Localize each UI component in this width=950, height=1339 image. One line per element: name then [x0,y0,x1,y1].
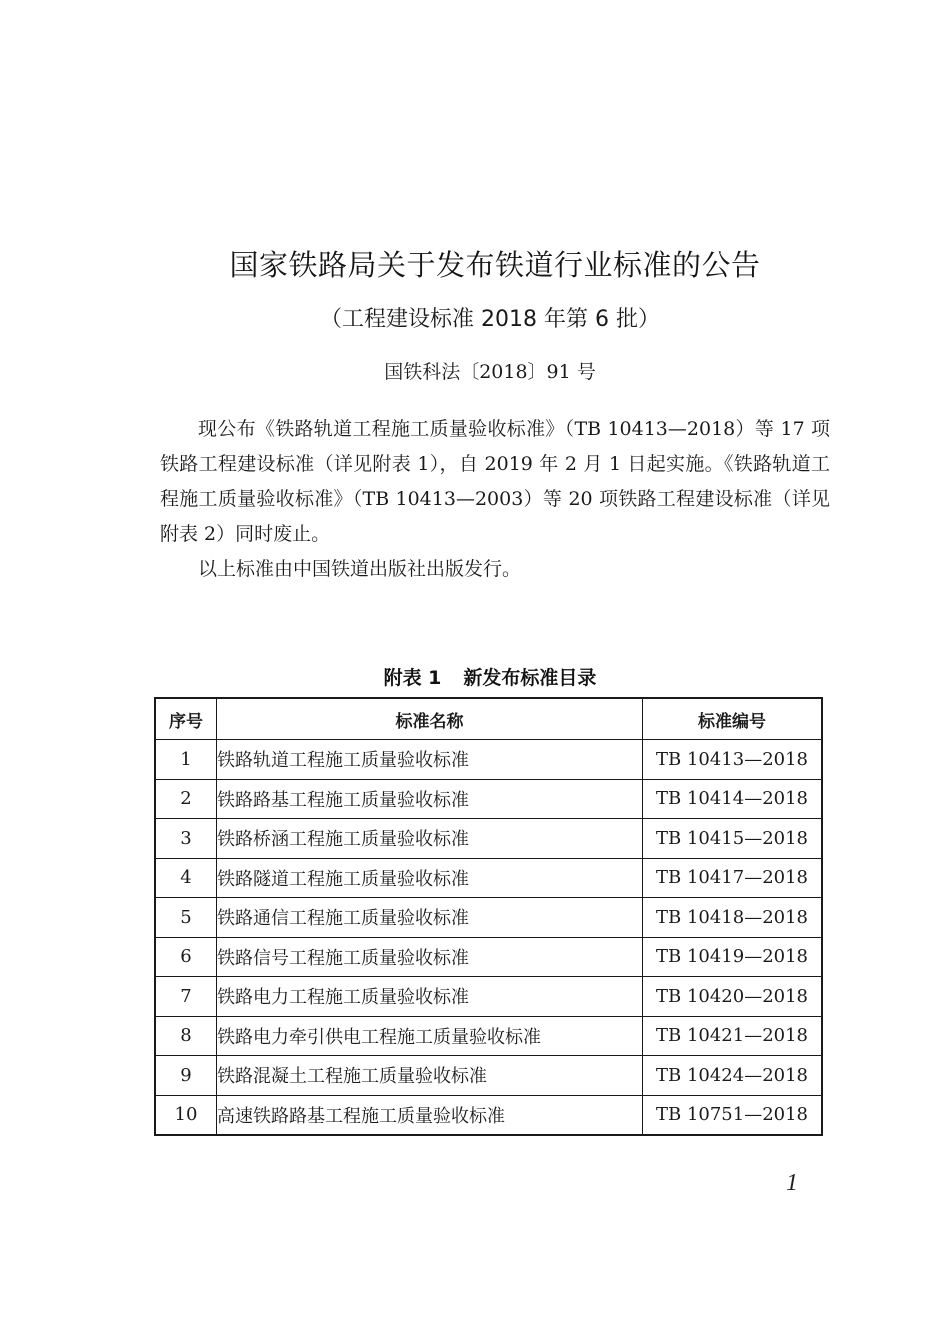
table-caption-title: 新发布标准目录 [463,667,597,689]
row-name: 铁路轨道工程施工质量验收标准 [217,740,643,780]
row-code: TB 10419—2018 [643,937,823,977]
header-code: 标准编号 [643,698,823,740]
row-no: 2 [155,779,217,819]
table-row [155,1095,822,1135]
row-no: 5 [155,898,217,938]
document-number: 国铁科法〔2018〕91 号 [384,361,596,383]
row-code: TB 10420—2018 [643,977,823,1017]
standards-table [154,697,823,1136]
row-name: 铁路隧道工程施工质量验收标准 [217,858,643,898]
row-name: 铁路电力工程施工质量验收标准 [217,977,643,1017]
row-code: TB 10414—2018 [643,779,823,819]
row-no: 1 [155,740,217,780]
table-header-row [155,698,822,740]
page-subtitle: （工程建设标准 2018 年第 6 批） [320,307,660,332]
table-caption-label: 附表 1 [383,667,442,689]
row-code: TB 10424—2018 [643,1056,823,1096]
table-row [155,937,822,977]
row-code: TB 10421—2018 [643,1016,823,1056]
row-no: 8 [155,1016,217,1056]
table-caption [0,663,950,690]
table-row [155,779,822,819]
table-row [155,977,822,1017]
body-paragraph-2: 以上标准由中国铁道出版社出版发行。 [198,558,522,580]
row-code: TB 10418—2018 [643,898,823,938]
row-name: 铁路路基工程施工质量验收标准 [217,779,643,819]
table-row [155,898,822,938]
table-row [155,1056,822,1096]
table-row [155,858,822,898]
page-number: 1 [786,1170,798,1196]
page-title: 国家铁路局关于发布铁道行业标准的公告 [229,248,761,282]
table-row [155,819,822,859]
header-name: 标准名称 [217,698,643,740]
announcement-body [160,412,830,587]
row-no: 9 [155,1056,217,1096]
row-code: TB 10413—2018 [643,740,823,780]
row-name: 铁路混凝土工程施工质量验收标准 [217,1056,643,1096]
header-no: 序号 [155,698,217,740]
row-code: TB 10751—2018 [643,1095,823,1135]
body-paragraph-1: 现公布《铁路轨道工程施工质量验收标准》（TB 10413—2018）等 17 项铁路工程建设标准（详见附表 1），自 2019 年 2 月 1 日起实施。《铁路轨道工程施工质量验收标准》（TB 10413—2003）等 20 项铁路工程建设标准（详见附表 2）同时废止。 [160,418,830,545]
row-name: 铁路通信工程施工质量验收标准 [217,898,643,938]
row-name: 铁路桥涵工程施工质量验收标准 [217,819,643,859]
row-no: 3 [155,819,217,859]
row-name: 铁路信号工程施工质量验收标准 [217,937,643,977]
row-name: 铁路电力牵引供电工程施工质量验收标准 [217,1016,643,1056]
row-code: TB 10417—2018 [643,858,823,898]
row-no: 6 [155,937,217,977]
row-code: TB 10415—2018 [643,819,823,859]
row-name: 高速铁路路基工程施工质量验收标准 [217,1095,643,1135]
table-row [155,740,822,780]
row-no: 7 [155,977,217,1017]
table-row [155,1016,822,1056]
row-no: 4 [155,858,217,898]
row-no: 10 [155,1095,217,1135]
